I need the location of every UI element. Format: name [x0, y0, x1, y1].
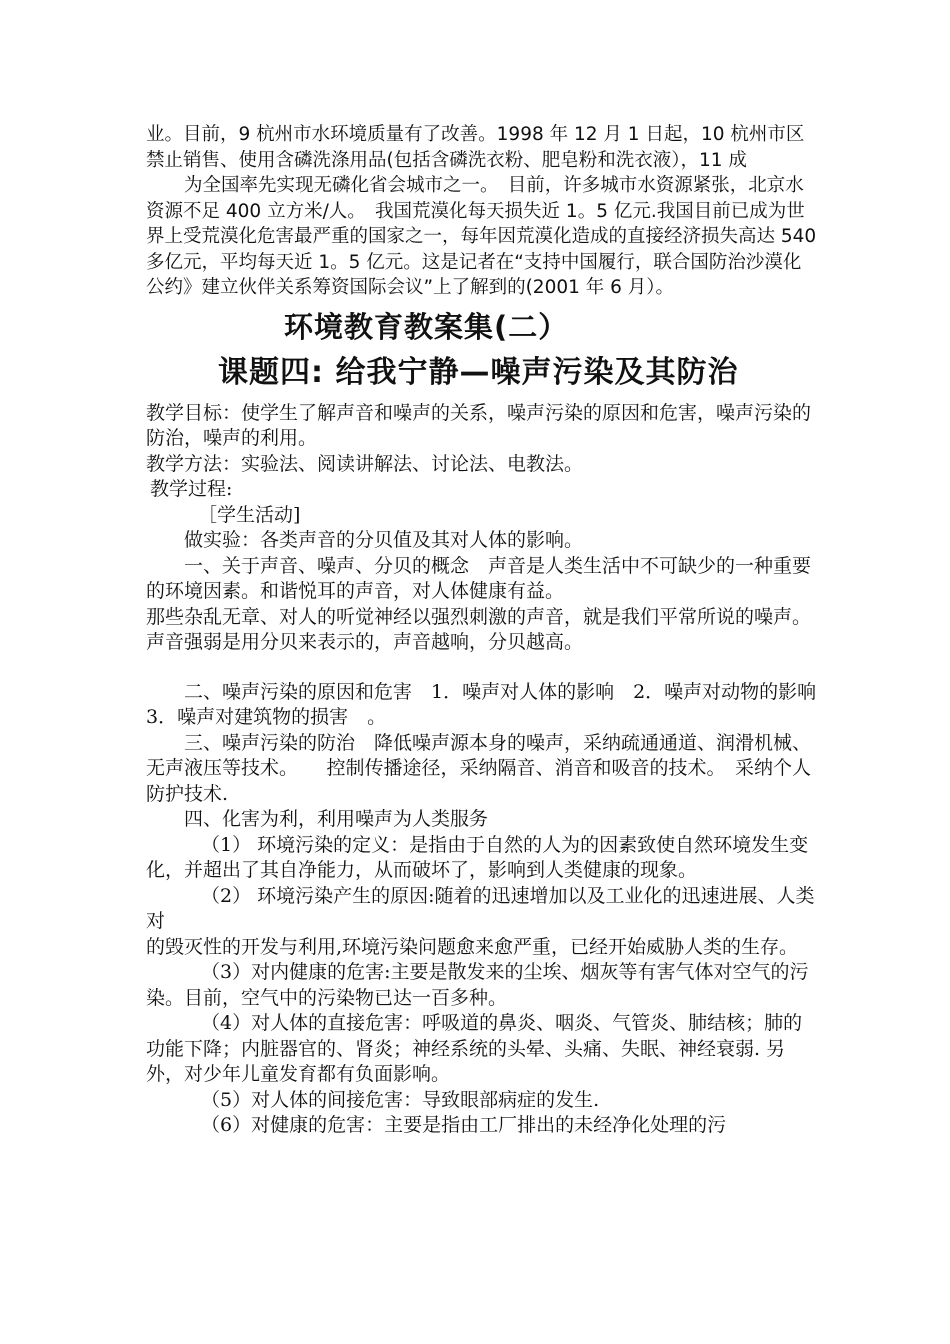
- item-2: （2） 环境污染产生的原因:随着的迅速增加以及工业化的迅速进展、人类对: [146, 884, 815, 932]
- item-6: （6）对健康的危害：主要是指由工厂排出的未经净化处理的污: [201, 1114, 727, 1136]
- item-2-continued: 的毁灭性的开发与利用,环境污染问题愈来愈严重，已经开始威胁人类的生存。: [146, 935, 799, 958]
- section-1: 一、关于声音、噪声、分贝的概念 声音是人类生活中不可缺少的一种重要的环境因素。和谐悦耳的声音，对人体健康有益。: [146, 554, 812, 602]
- document-page: [146, 122, 836, 1139]
- section-2: 二、噪声污染的原因和危害 1．噪声对人体的影响 2．噪声对动物的影响 3．噪声对建筑物的损害 。: [146, 680, 836, 728]
- teaching-process: 教学过程:: [150, 478, 233, 500]
- teaching-goal: 教学目标：使学生了解声音和噪声的关系，噪声污染的原因和危害，噪声污染的防治，噪声的利用。: [146, 401, 812, 449]
- main-title: 环境教育教案集(二）: [284, 309, 569, 344]
- item-5: （5）对人体的间接危害：导致眼部病症的发生.: [201, 1088, 600, 1111]
- item-3: （3）对内健康的危害:主要是散发来的尘埃、烟灰等有害气体对空气的污染。目前，空气中的污染物已达一百多种。: [146, 961, 809, 1009]
- lesson-title: 课题四: 给我宁静—噪声污染及其防治: [218, 354, 739, 390]
- section-1-continued: 那些杂乱无章、对人的听觉神经以强烈刺激的声音，就是我们平常所说的噪声。 声音强弱是用分贝来表示的，声音越响，分贝越高。: [146, 605, 821, 653]
- section-4: 四、化害为利，利用噪声为人类服务: [184, 808, 489, 830]
- item-4: （4）对人体的直接危害：呼吸道的鼻炎、咽炎、气管炎、肺结核；肺的功能下降；内脏器官的、肾炎；神经系统的头晕、头痛、失眠、神经衰弱. 另外，对少年儿童发育都有负面影响。: [146, 1012, 803, 1085]
- intro-paragraph-1: 业。目前，9 杭州市水环境质量有了改善。1998 年 12 月 1 日起，10 杭州市区禁止销售、使用含磷洗涤用品(包括含磷洗衣粉、肥皂粉和洗衣液），11 成: [146, 124, 805, 171]
- student-activity: ［学生活动]: [198, 503, 301, 526]
- teaching-method: 教学方法：实验法、阅读讲解法、讨论法、电教法。: [146, 452, 584, 475]
- section-3: 三、噪声污染的防治 降低噪声源本身的噪声，采纳疏通通道、润滑机械、无声液压等技术。 控制传播途径，采纳隔音、消音和吸音的技术。 采纳个人防护技术.: [146, 731, 812, 805]
- item-1: （1） 环境污染的定义：是指由于自然的人为的因素致使自然环境发生变化，并超出了其自净能力，从而破坏了，影响到人类健康的现象。: [146, 833, 809, 881]
- experiment-line: 做实验：各类声音的分贝值及其对人体的影响。: [184, 529, 584, 551]
- intro-paragraph-2: 为全国率先实现无磷化省会城市之一。 目前，许多城市水资源紧张，北京水资源不足 400 立方米/人。 我国荒漠化每天损失近 1。5 亿元.我国目前已成为世界上受荒漠化危害最严重的国家之一，每年因荒漠化造成的直接经济损失高达 540 多亿元，平均每天近 1。5 亿元。这是记者在“支持中国履行，联合国防治沙漠化公约》建立伙伴关系筹资国际会议”上了解到的(2001 年 6 月）。: [146, 175, 817, 298]
- blank-line: [146, 656, 818, 680]
